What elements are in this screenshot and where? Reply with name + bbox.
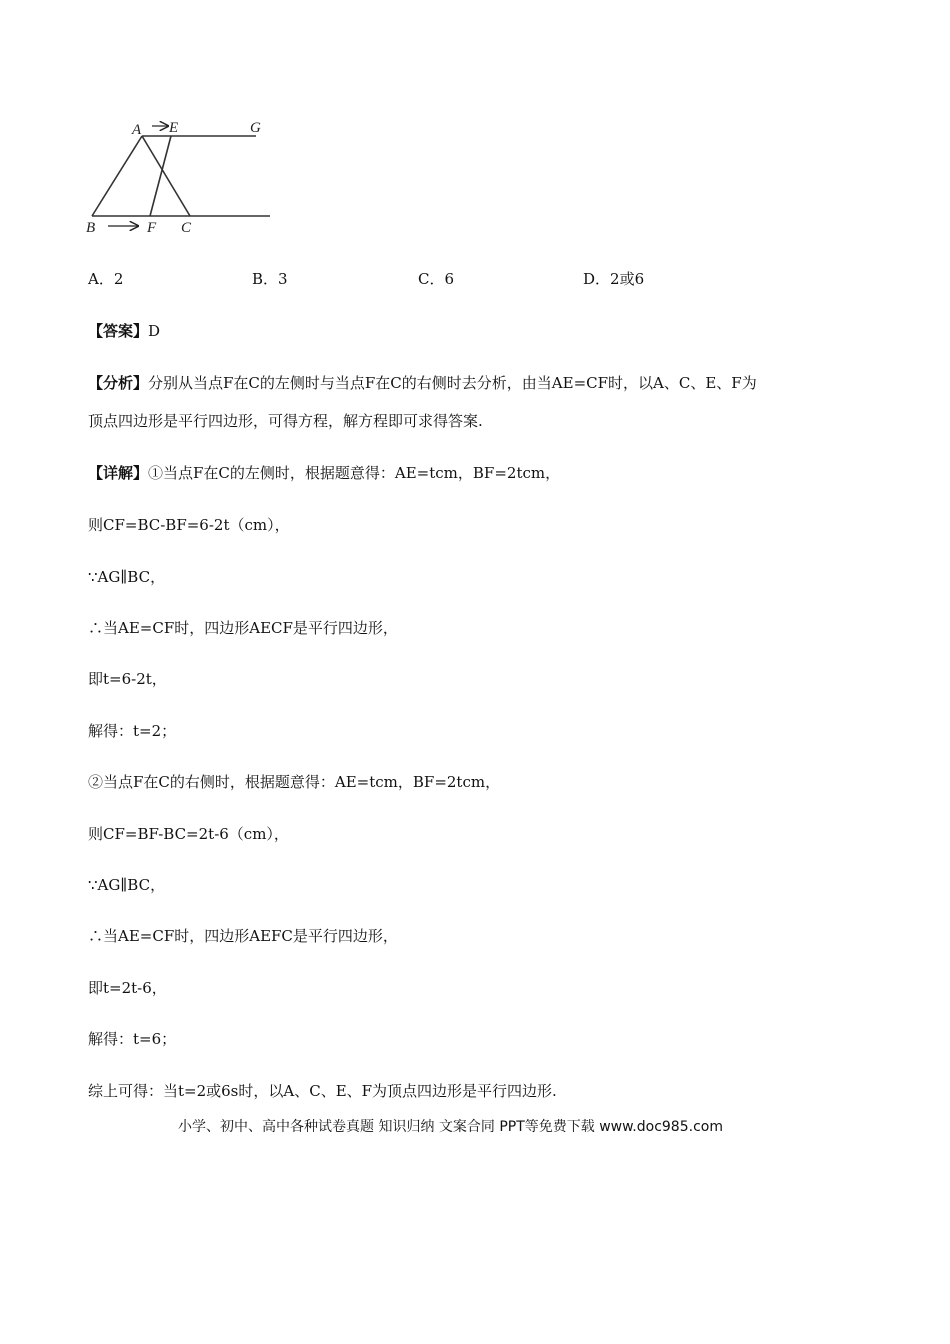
- label-c: C: [181, 220, 192, 236]
- answer-tag: 【答案】: [88, 322, 149, 340]
- analysis-line-1: 【分析】分别从当点F在C的左侧时与当点F在C的右侧时去分析，由当AE=CF时，以A、C、E、F为: [88, 374, 757, 392]
- detail-line-5: 即t=6-2t，: [88, 670, 167, 688]
- detail-line-6: 解得：t=2；: [88, 722, 177, 740]
- label-a: A: [132, 122, 142, 138]
- segment-ab: [92, 136, 142, 216]
- segment-ac: [142, 136, 190, 216]
- detail-tag: 【详解】: [88, 464, 149, 482]
- detail-line-9: ∵AG∥BC，: [88, 876, 166, 894]
- detail-line-4: ∴当AE=CF时，四边形AECF是平行四边形，: [88, 619, 398, 637]
- detail-line-8: 则CF=BF-BC=2t-6（cm），: [88, 825, 289, 843]
- detail-line-12: 解得：t=6；: [88, 1030, 177, 1048]
- option-c: C．6: [418, 270, 455, 288]
- label-g: G: [250, 120, 261, 136]
- detail-line-10: ∴当AE=CF时，四边形AEFC是平行四边形，: [88, 927, 398, 945]
- detail-line-2: 则CF=BC-BF=6-2t（cm），: [88, 516, 290, 534]
- geometry-figure: [80, 112, 280, 240]
- label-e: E: [169, 120, 179, 136]
- option-d: D．2或6: [583, 270, 645, 288]
- answer-line: [88, 320, 160, 342]
- option-a: A．2: [88, 270, 124, 288]
- label-f: F: [147, 220, 157, 236]
- analysis-tag: 【分析】: [88, 374, 149, 392]
- answer-text: D: [148, 322, 161, 340]
- detail-line-3: ∵AG∥BC，: [88, 568, 166, 586]
- footer-banner: 小学、初中、高中各种试卷真题 知识归纳 文案合同 PPT等免费下载 www.doc985.com: [178, 1119, 723, 1135]
- analysis-line-2: 顶点四边形是平行四边形，可得方程，解方程即可求得答案.: [88, 412, 483, 430]
- answer-options: [0, 268, 950, 290]
- segment-ef: [150, 136, 171, 216]
- detail-line-11: 即t=2t-6，: [88, 979, 167, 997]
- detail-line-7: ②当点F在C的右侧时，根据题意得：AE=tcm，BF=2tcm，: [88, 773, 501, 791]
- option-b: B．3: [252, 270, 288, 288]
- label-b: B: [86, 220, 96, 236]
- detail-line-13: 综上可得：当t=2或6s时，以A、C、E、F为顶点四边形是平行四边形.: [88, 1082, 557, 1100]
- detail-line-1: 【详解】①当点F在C的左侧时，根据题意得：AE=tcm，BF=2tcm，: [88, 464, 561, 482]
